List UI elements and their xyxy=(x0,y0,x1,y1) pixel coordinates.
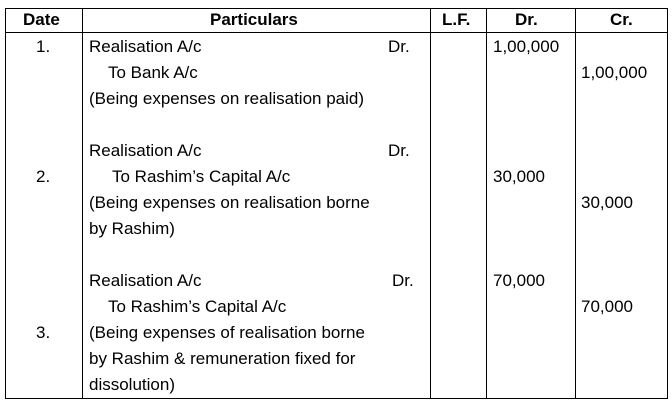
header-date: Date xyxy=(23,10,60,29)
col-divider-date xyxy=(82,8,83,399)
border-left xyxy=(5,8,6,399)
col-divider-dr xyxy=(575,8,576,399)
entry-2-narration-line-2: by Rashim) xyxy=(89,219,175,238)
entry-3-debit-account: Realisation A/c xyxy=(89,271,202,290)
entry-3-credit-account: To Rashim’s Capital A/c xyxy=(108,297,287,316)
entry-1-dr-marker: Dr. xyxy=(388,37,410,56)
entry-3-narration-line-1: (Being expenses of realisation borne xyxy=(89,323,365,342)
entry-2-dr-marker: Dr. xyxy=(388,141,410,160)
entry-1-dr-amount: 1,00,000 xyxy=(493,37,560,56)
header-cr: Cr. xyxy=(610,10,633,29)
border-top xyxy=(5,8,668,9)
col-divider-particulars xyxy=(430,8,431,399)
entry-3-date: 3. xyxy=(36,323,51,342)
entry-1-date: 1. xyxy=(36,37,51,56)
entry-2-credit-account: To Rashim’s Capital A/c xyxy=(112,167,291,186)
header-divider xyxy=(5,32,668,33)
entry-2-narration-line-1: (Being expenses on realisation borne xyxy=(89,193,370,212)
col-divider-lf xyxy=(486,8,487,399)
entry-3-dr-amount: 70,000 xyxy=(493,271,545,290)
border-right xyxy=(667,8,668,399)
border-bottom xyxy=(5,398,668,399)
header-dr: Dr. xyxy=(515,10,538,29)
entry-1-credit-account: To Bank A/c xyxy=(108,63,198,82)
entry-2-date: 2. xyxy=(36,167,51,186)
entry-3-narration-line-2: by Rashim & remuneration fixed for xyxy=(89,349,356,368)
entry-3-cr-amount: 70,000 xyxy=(581,297,633,316)
entry-1-cr-amount: 1,00,000 xyxy=(581,63,648,82)
entry-3-narration-line-3: dissolution) xyxy=(89,375,175,394)
header-particulars: Particulars xyxy=(210,10,298,29)
entry-2-debit-account: Realisation A/c xyxy=(89,141,202,160)
entry-2-cr-amount: 30,000 xyxy=(581,193,633,212)
entry-3-dr-marker: Dr. xyxy=(392,271,414,290)
entry-2-dr-amount: 30,000 xyxy=(493,167,545,186)
entry-1-debit-account: Realisation A/c xyxy=(89,37,202,56)
header-lf: L.F. xyxy=(442,10,471,29)
entry-1-narration-line-1: (Being expenses on realisation paid) xyxy=(89,89,365,108)
